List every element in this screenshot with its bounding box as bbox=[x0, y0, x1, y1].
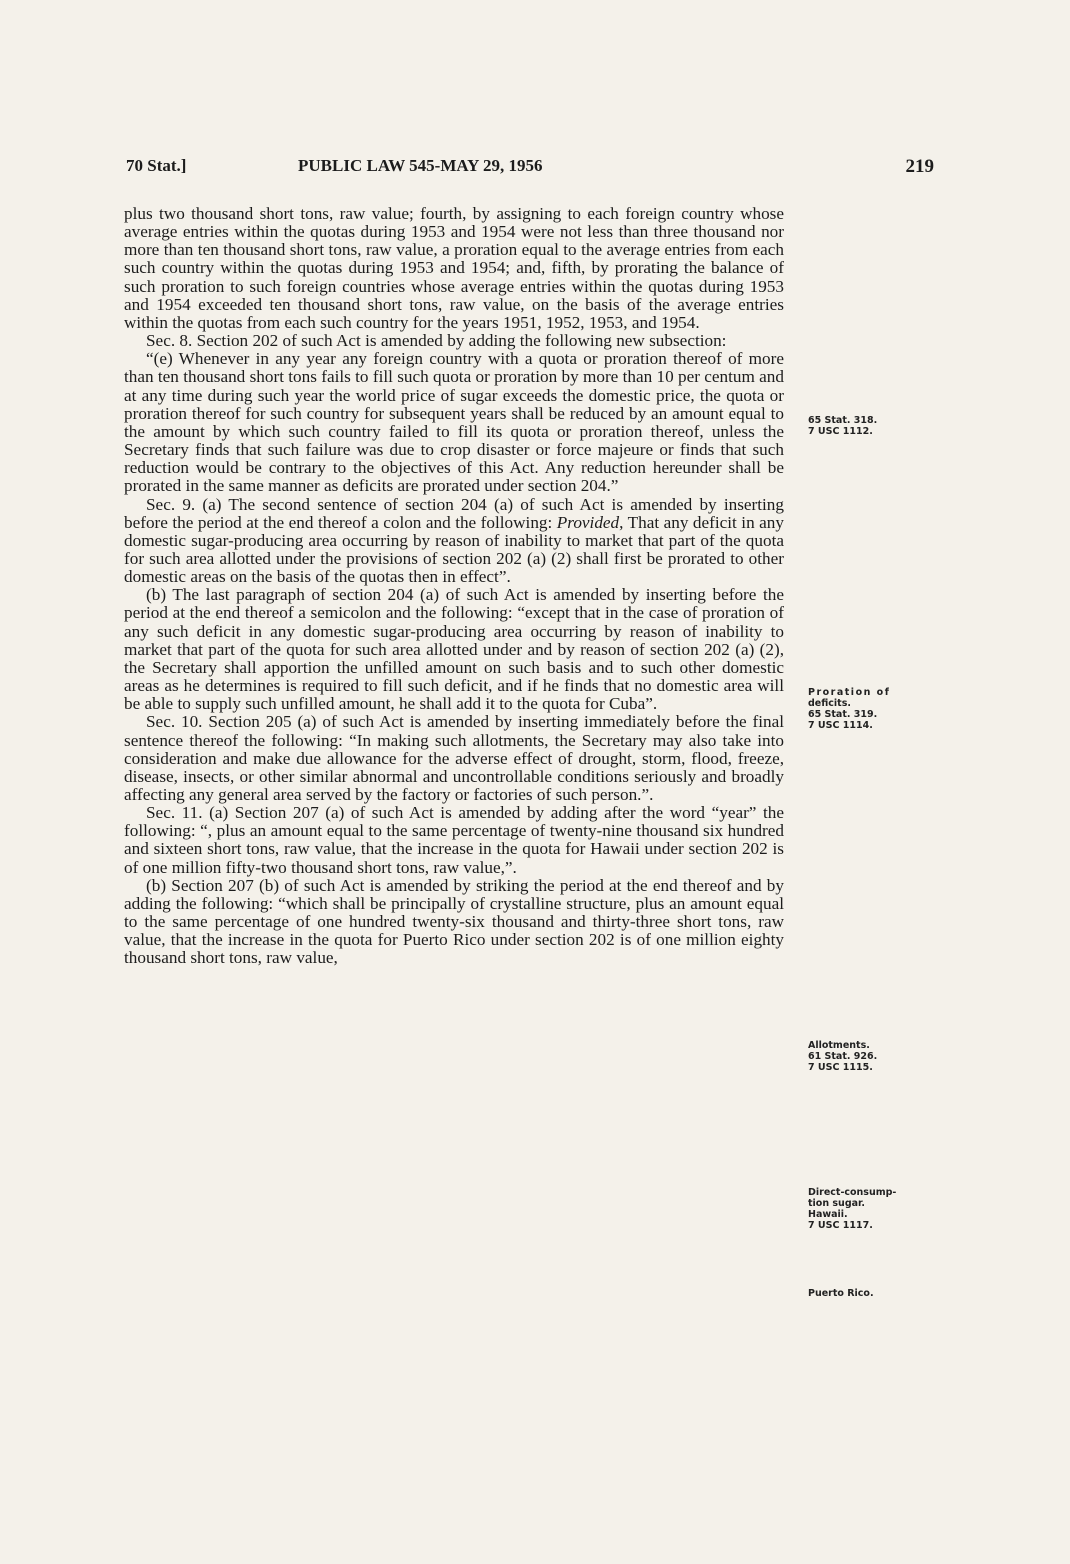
page-number: 219 bbox=[905, 156, 934, 177]
volume-reference: 70 Stat.] bbox=[126, 156, 187, 175]
paragraph-sec-9a bbox=[124, 496, 784, 587]
margin-note-puerto-rico: Puerto Rico. bbox=[808, 1288, 874, 1299]
running-title: PUBLIC LAW 545-MAY 29, 1956 bbox=[298, 156, 543, 175]
paragraph-sec-8: Sec. 8. Section 202 of such Act is amended by adding the following new subsection: bbox=[146, 331, 727, 351]
margin-note-hawaii: Direct-consump- tion sugar. Hawaii. 7 USC 1117. bbox=[808, 1187, 897, 1231]
paragraph-subsection-e: “(e) Whenever in any year any foreign country with a quota or proration thereof of more than ten thousand short tons fails to fill such quota or proration by more than 10 per centum and at any time during such year the world price of sugar exceeds the domestic price, the quota or proration thereof for such country for subsequent years shall be reduced by an amount equal to the amount by which such country failed to fill its quota or proration thereof, unless the Secretary finds that such failure was due to crop disaster or force majeure or finds that such reduction would be contrary to the objectives of this Act. Any reduction hereunder shall be prorated in the same manner as deficits are prorated under section 204.” bbox=[124, 349, 784, 496]
sec9-proviso: Provided bbox=[556, 512, 620, 532]
paragraph-sec-9b: (b) The last paragraph of section 204 (a) of such Act is amended by inserting before the period at the end thereof a semicolon and the following: “except that in the case of proration of any such deficit in any domestic sugar-producing area occurring by reason of inability to market that part of the quota for such area allotted under and by reason of section 202 (a) (2), the Secretary shall apportion the unfilled amount on such basis and to such other domestic areas as he determines is required to fill such deficit, and if he finds that no domestic area will be able to supply such unfilled amount, he shall add it to the quota for Cuba”. bbox=[124, 585, 784, 714]
margin-note-sec-8: 65 Stat. 318. 7 USC 1112. bbox=[808, 415, 878, 437]
page-header bbox=[126, 156, 934, 182]
sec9-text-after: , That any deficit in any domestic sugar-producing area occurring by reason of inability to market that part of the quota for such area allotted under the provisions of section 202 (a) (2) shall first be prorated to other domestic areas on the basis of the quotas then in effect”. bbox=[124, 512, 784, 587]
margin-note-allotments: Allotments. 61 Stat. 926. 7 USC 1115. bbox=[808, 1040, 878, 1073]
paragraph-sec-11a: Sec. 11. (a) Section 207 (a) of such Act is amended by adding after the word “year” the following: “, plus an amount equal to the same percentage of twenty-nine thousand six hundred and sixteen short tons, raw value, that the increase in the quota for Hawaii under section 202 is of one million fifty-two thousand short tons, raw value,”. bbox=[124, 803, 784, 877]
margin-note-proration: Proration of deficits. 65 Stat. 319. 7 USC 1114. bbox=[808, 687, 891, 731]
paragraph-continuation: plus two thousand short tons, raw value; fourth, by assigning to each foreign country whose average entries within the quotas during 1953 and 1954 were not less than three thousand nor more than ten thousand short tons, raw value, a proration equal to the average entries from each such country within the quotas during 1953 and 1954; and, fifth, by prorating the balance of such proration to such foreign countries whose average entries within the quotas during 1953 and 1954 exceeded ten thousand short tons, raw value, on the basis of the average entries within the quotas from each such country for the years 1951, 1952, 1953, and 1954. bbox=[124, 204, 784, 332]
sec9-text-before: Sec. 9. (a) The second sentence of section 204 (a) of such Act is amended by inserting before the period at the end thereof a colon and the following: bbox=[124, 494, 784, 532]
body-text bbox=[124, 205, 784, 968]
paragraph-sec-11b: (b) Section 207 (b) of such Act is amended by striking the period at the end thereof and by adding the following: “which shall be principally of crystalline structure, plus an amount equal to the same percentage of one hundred twenty-six thousand and thirty-three short tons, raw value, that the increase in the quota for Puerto Rico under section 202 is of one million eighty thousand short tons, raw value, bbox=[124, 875, 784, 968]
paragraph-sec-10: Sec. 10. Section 205 (a) of such Act is amended by inserting immediately before the final sentence thereof the following: “In making such allotments, the Secretary may also take into consideration and make due allowance for the adverse effect of drought, storm, flood, freeze, disease, insects, or other similar abnormal and uncontrollable conditions seriously and broadly affecting any general area served by the factory or factories of such person.”. bbox=[124, 712, 784, 804]
